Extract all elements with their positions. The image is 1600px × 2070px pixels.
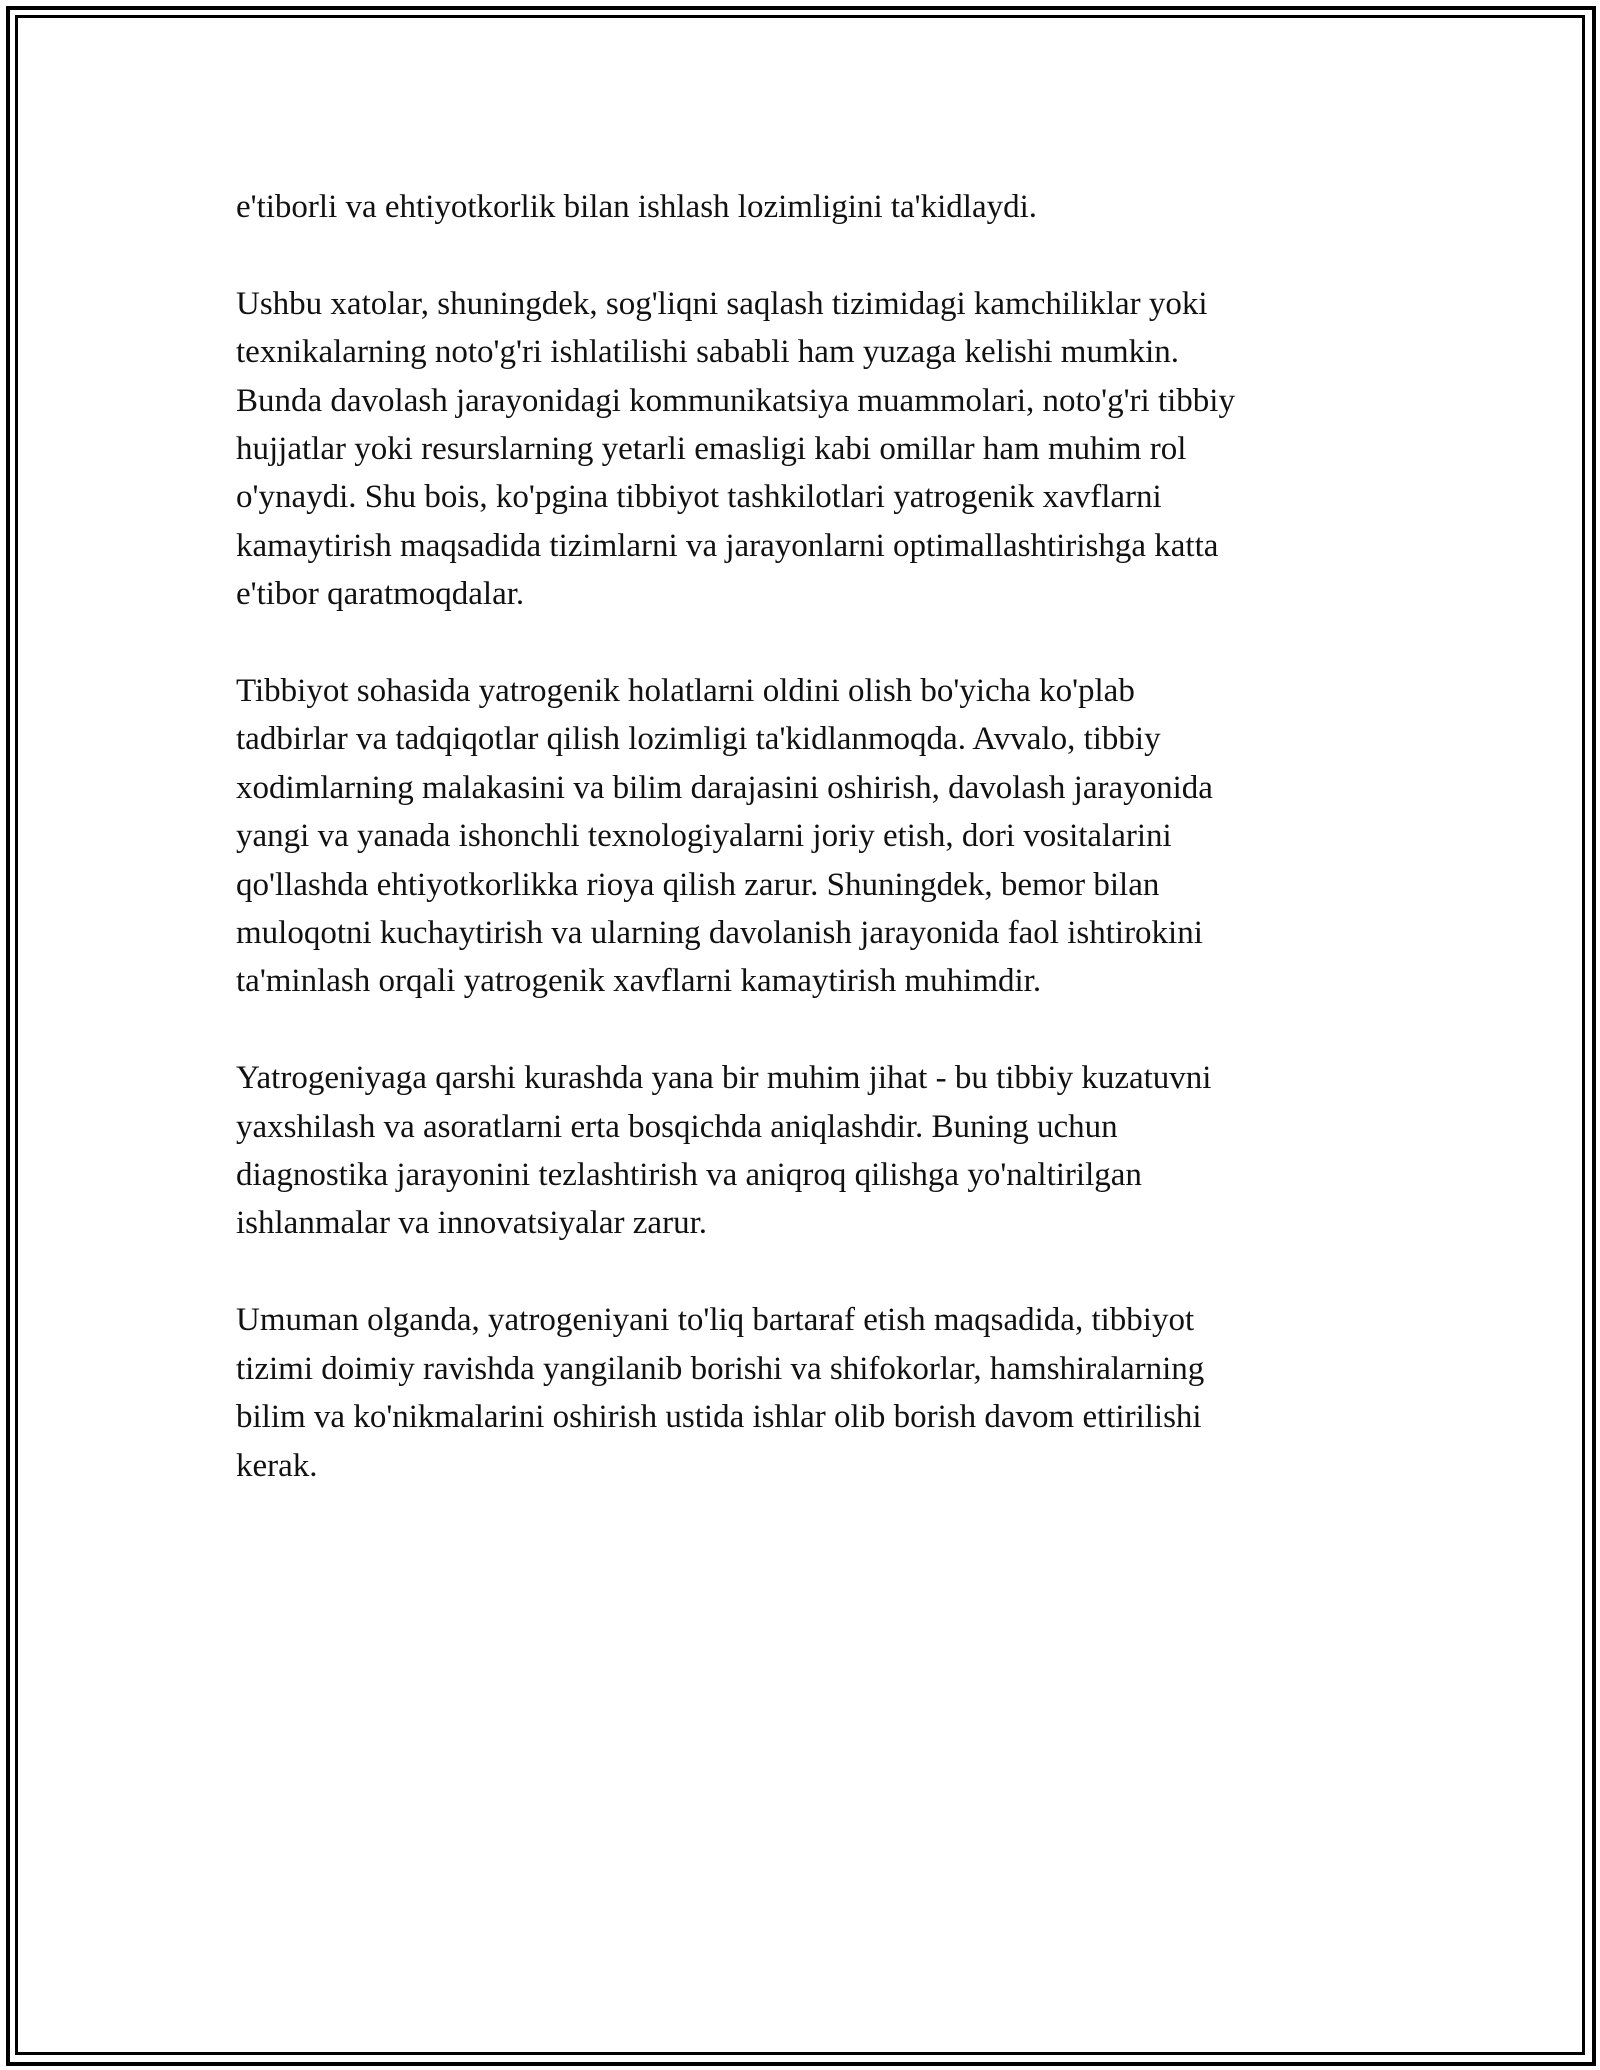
paragraph-1: e'tiborli va ehtiyotkorlik bilan ishlash lozimligini ta'kidlaydi. [236, 189, 1038, 225]
paragraph-4: Yatrogeniyaga qarshi kurashda yana bir muhim jihat - bu tibbiy kuzatuvni yaxshilash va asoratlarni erta bosqichda aniqlashdir. Buning uchun diagnostika jarayonini tezlashtirish va aniqroq qilishga yo'naltirilgan ishlanmalar va innovatsiyalar zarur. [236, 1060, 1212, 1242]
paragraph-3: Tibbiyot sohasida yatrogenik holatlarni oldini olish bo'yicha ko'plab tadbirlar va tadqiqotlar qilish lozimligi ta'kidlanmoqda. Avvalo, tibbiy xodimlarning malakasini va bilim darajasini oshirish, davolash jarayonida yangi va yanada ishonchli texnologiyalarni joriy etish, dori vositalarini qo'llashda ehtiyotkorlikka rioya qilish zarur. Shuningdek, bemor bilan muloqotni kuchaytirish va ularning davolanish jarayonida faol ishtirokini ta'minlash orqali yatrogenik xavflarni kamaytirish muhimdir. [236, 673, 1213, 1000]
paragraph-2: Ushbu xatolar, shuningdek, sog'liqni saqlash tizimidagi kamchiliklar yoki texnikalarning noto'g'ri ishlatilishi sababli ham yuzaga kelishi mumkin. Bunda davolash jarayonidagi kommunikatsiya muammolari, noto'g'ri tibbiy hujjatlar yoki resurslarning yetarli emasligi kabi omillar ham muhim rol o'ynaydi. Shu bois, ko'pgina tibbiyot tashkilotlari yatrogenik xavflarni kamaytirish maqsadida tizimlarni va jarayonlarni optimallashtirishga katta e'tibor qaratmoqdalar. [236, 285, 1235, 613]
paragraph-5: Umuman olganda, yatrogeniyani to'liq bartaraf etish maqsadida, tibbiyot tizimi doimiy ravishda yangilanib borishi va shifokorlar, hamshiralarning bilim va ko'nikmalarini oshirish ustida ishlar olib borish davom ettirilishi kerak. [236, 1302, 1205, 1484]
document-body [236, 183, 1364, 1538]
